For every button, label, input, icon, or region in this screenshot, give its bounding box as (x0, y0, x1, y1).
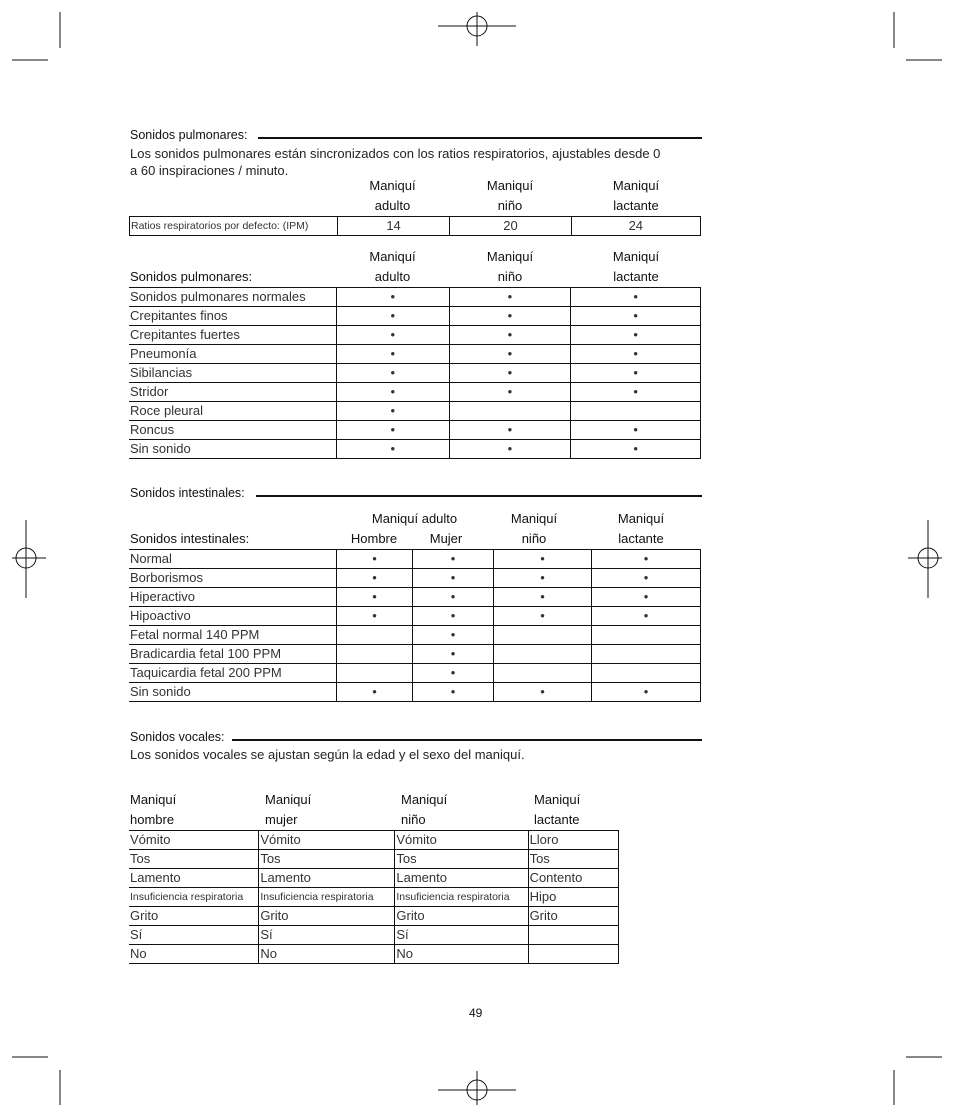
row-mark: • (592, 588, 701, 607)
bowel-heading-rule (256, 495, 702, 497)
row-mark: • (494, 550, 592, 569)
row-mark (571, 402, 701, 421)
row-mark (494, 626, 592, 645)
row-mark: • (336, 402, 449, 421)
vocal-description: Los sonidos vocales se ajustan según la edad y el sexo del maniquí. (130, 747, 525, 762)
row-mark: • (571, 440, 701, 459)
row-cell: Lamento (129, 869, 259, 888)
vocal-header-female-2: mujer (265, 812, 298, 827)
table-row (129, 421, 701, 440)
rate-value-adult: 14 (337, 217, 449, 236)
rate-header-infant-2: lactante (613, 198, 659, 213)
row-mark: • (592, 550, 701, 569)
rate-table (129, 216, 701, 236)
lung-sounds-table (129, 287, 701, 459)
row-mark: • (592, 607, 701, 626)
row-label: Bradicardia fetal 100 PPM (129, 645, 337, 664)
table-row (129, 645, 701, 664)
vocal-header-child-2: niño (401, 812, 426, 827)
table-row (129, 664, 701, 683)
row-cell: Insuficiencia respiratoria (395, 888, 528, 907)
row-mark: • (449, 345, 571, 364)
row-mark: • (336, 307, 449, 326)
table-row (129, 926, 619, 945)
row-mark: • (413, 683, 494, 702)
row-mark: • (449, 421, 571, 440)
row-cell: No (395, 945, 528, 964)
table-row (129, 307, 701, 326)
vocal-header-male-1: Maniquí (130, 792, 177, 807)
bowel-header-male: Hombre (350, 531, 398, 546)
table-row (129, 569, 701, 588)
row-mark: • (337, 550, 413, 569)
bowel-header-infant-2: lactante (618, 531, 664, 546)
row-cell: Grito (259, 907, 395, 926)
row-mark: • (571, 364, 701, 383)
row-cell: Grito (395, 907, 528, 926)
row-mark: • (494, 607, 592, 626)
row-cell: Lloro (528, 831, 618, 850)
lung-section-heading: Sonidos pulmonares: (130, 128, 248, 142)
bowel-sounds-table (129, 549, 701, 702)
table-row (129, 626, 701, 645)
table-row (129, 588, 701, 607)
rate-header-child-1: Maniquí (486, 178, 534, 193)
row-mark: • (449, 288, 571, 307)
row-mark: • (494, 588, 592, 607)
row-mark: • (571, 345, 701, 364)
row-cell: Tos (259, 850, 395, 869)
vocal-header-child-1: Maniquí (401, 792, 448, 807)
rate-header-child-2: niño (497, 198, 523, 213)
table-row (129, 550, 701, 569)
row-cell: Hipo (528, 888, 618, 907)
row-cell: Sí (129, 926, 259, 945)
row-cell (528, 926, 618, 945)
row-label: Sin sonido (129, 440, 336, 459)
rate-header-adult-1: Maniquí (369, 178, 416, 193)
table-row (129, 440, 701, 459)
row-mark: • (449, 383, 571, 402)
table-row (129, 683, 701, 702)
bowel-table-label: Sonidos intestinales: (130, 531, 250, 546)
lung-header-child-2: niño (497, 269, 523, 284)
row-label: Fetal normal 140 PPM (129, 626, 337, 645)
lung-table-label: Sonidos pulmonares: (130, 269, 253, 284)
bowel-header-child-2: niño (521, 531, 547, 546)
row-cell: Tos (395, 850, 528, 869)
row-mark: • (336, 383, 449, 402)
vocal-header-infant-2: lactante (534, 812, 580, 827)
bowel-header-infant-1: Maniquí (617, 511, 665, 526)
row-cell: No (259, 945, 395, 964)
rate-header-infant-1: Maniquí (612, 178, 660, 193)
table-row (129, 869, 619, 888)
row-cell: No (129, 945, 259, 964)
row-mark: • (337, 683, 413, 702)
row-mark (592, 626, 701, 645)
vocal-header-infant-1: Maniquí (534, 792, 581, 807)
vocal-heading-rule (232, 739, 702, 741)
table-row (129, 831, 619, 850)
table-row (129, 888, 619, 907)
row-label: Hiperactivo (129, 588, 337, 607)
row-mark: • (336, 326, 449, 345)
row-mark: • (336, 421, 449, 440)
row-mark: • (449, 307, 571, 326)
row-mark: • (449, 440, 571, 459)
row-mark: • (337, 588, 413, 607)
row-mark: • (494, 569, 592, 588)
row-mark: • (571, 326, 701, 345)
row-mark (494, 664, 592, 683)
row-label: Borborismos (129, 569, 337, 588)
table-row (129, 288, 701, 307)
row-mark (337, 664, 413, 683)
table-row (129, 326, 701, 345)
row-mark (592, 664, 701, 683)
lung-header-adult-1: Maniquí (369, 249, 416, 264)
lung-description: Los sonidos pulmonares están sincronizados con los ratios respiratorios, ajustables desde 0 a 60 inspiraciones / minuto. (130, 146, 661, 178)
page-number: 49 (469, 1006, 483, 1020)
table-row (129, 945, 619, 964)
row-label: Roncus (129, 421, 336, 440)
row-label: Sibilancias (129, 364, 336, 383)
row-label: Stridor (129, 383, 336, 402)
table-row (130, 217, 701, 236)
row-mark: • (336, 440, 449, 459)
row-cell: Contento (528, 869, 618, 888)
row-label: Hipoactivo (129, 607, 337, 626)
row-mark: • (337, 607, 413, 626)
row-mark: • (571, 288, 701, 307)
row-mark: • (592, 569, 701, 588)
lung-heading-rule (258, 137, 702, 139)
table-row (129, 907, 619, 926)
row-cell: Sí (259, 926, 395, 945)
row-label: Sin sonido (129, 683, 337, 702)
row-label: Crepitantes fuertes (129, 326, 336, 345)
row-cell: Vómito (259, 831, 395, 850)
row-mark (337, 645, 413, 664)
vocal-header-female-1: Maniquí (265, 792, 312, 807)
row-mark: • (413, 569, 494, 588)
bowel-header-child-1: Maniquí (510, 511, 558, 526)
row-label: Normal (129, 550, 337, 569)
row-cell: Tos (129, 850, 259, 869)
row-mark: • (571, 421, 701, 440)
table-row (129, 607, 701, 626)
row-label: Taquicardia fetal 200 PPM (129, 664, 337, 683)
row-cell: Insuficiencia respiratoria (259, 888, 395, 907)
row-mark: • (494, 683, 592, 702)
row-cell: Vómito (129, 831, 259, 850)
row-cell: Vómito (395, 831, 528, 850)
row-mark: • (449, 364, 571, 383)
rate-row-label: Ratios respiratorios por defecto: (IPM) (130, 217, 338, 236)
row-mark: • (413, 607, 494, 626)
row-label: Sonidos pulmonares normales (129, 288, 336, 307)
bowel-header-female: Mujer (429, 531, 463, 546)
bowel-section-heading: Sonidos intestinales: (130, 486, 245, 500)
lung-header-infant-1: Maniquí (612, 249, 660, 264)
row-mark: • (413, 588, 494, 607)
table-row (129, 402, 701, 421)
lung-header-child-1: Maniquí (486, 249, 534, 264)
row-mark: • (413, 626, 494, 645)
row-cell: Sí (395, 926, 528, 945)
row-mark: • (336, 288, 449, 307)
row-mark: • (449, 326, 571, 345)
row-cell: Insuficiencia respiratoria (129, 888, 259, 907)
row-label: Crepitantes finos (129, 307, 336, 326)
row-mark: • (571, 307, 701, 326)
row-mark: • (336, 364, 449, 383)
row-cell: Lamento (259, 869, 395, 888)
table-row (129, 345, 701, 364)
table-row (129, 364, 701, 383)
row-mark: • (337, 569, 413, 588)
rate-value-infant: 24 (571, 217, 700, 236)
row-cell: Lamento (395, 869, 528, 888)
row-cell: Grito (129, 907, 259, 926)
row-cell: Grito (528, 907, 618, 926)
lung-header-adult-2: adulto (374, 269, 411, 284)
vocal-sounds-table (129, 830, 619, 964)
row-mark (449, 402, 571, 421)
row-mark: • (336, 345, 449, 364)
row-mark (337, 626, 413, 645)
row-mark: • (413, 664, 494, 683)
vocal-section-heading: Sonidos vocales: (130, 730, 225, 744)
vocal-header-male-2: hombre (130, 812, 175, 827)
row-cell (528, 945, 618, 964)
row-label: Pneumonía (129, 345, 336, 364)
row-label: Roce pleural (129, 402, 336, 421)
bowel-header-adult: Maniquí adulto (371, 511, 458, 526)
row-mark: • (571, 383, 701, 402)
rate-value-child: 20 (450, 217, 571, 236)
table-row (129, 383, 701, 402)
row-mark: • (413, 550, 494, 569)
row-mark (494, 645, 592, 664)
row-cell: Tos (528, 850, 618, 869)
rate-header-adult-2: adulto (374, 198, 411, 213)
row-mark: • (413, 645, 494, 664)
row-mark (592, 645, 701, 664)
table-row (129, 850, 619, 869)
row-mark: • (592, 683, 701, 702)
lung-header-infant-2: lactante (613, 269, 659, 284)
